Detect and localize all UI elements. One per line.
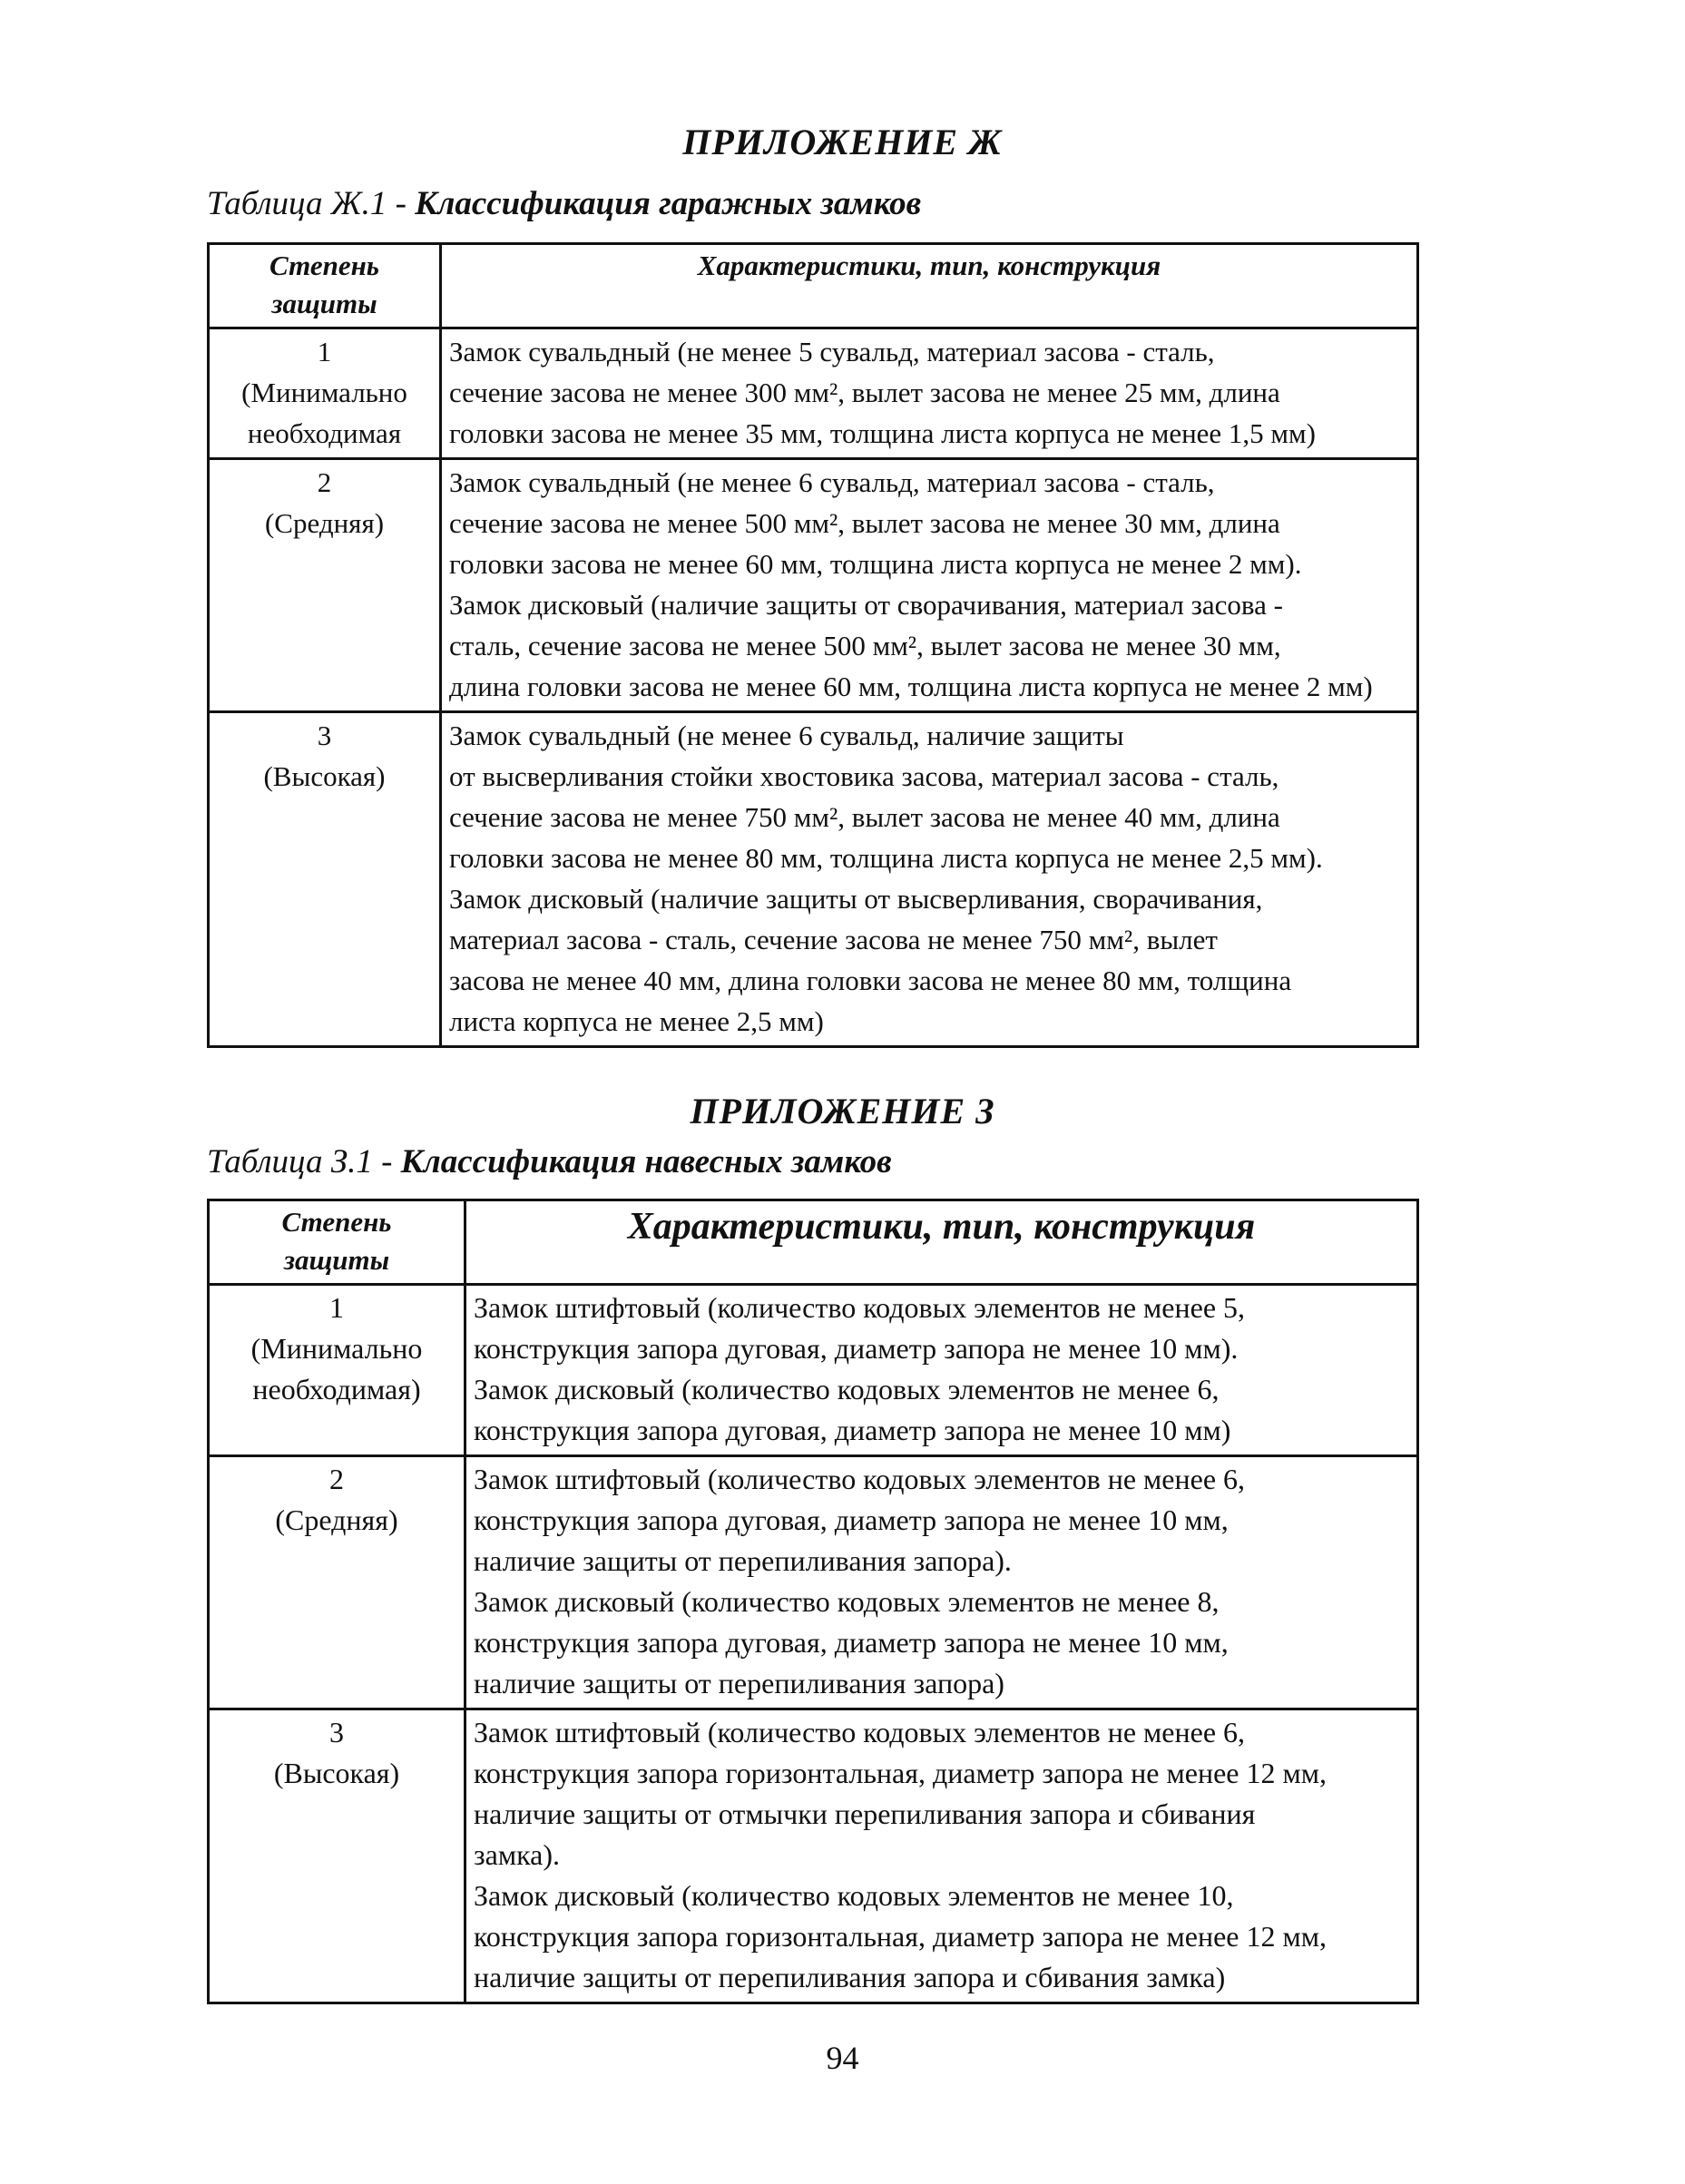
- header-line: защиты: [271, 288, 377, 319]
- text-line: Замок сувальдный (не менее 6 сувальд, наличие защиты: [449, 720, 1124, 751]
- degree-line: (Минимально: [250, 1332, 423, 1365]
- header-line: Степень: [269, 250, 379, 281]
- table-z-caption-prefix: Таблица З.1 -: [207, 1143, 401, 1180]
- text-line: длина головки засова не менее 60 мм, толщина листа корпуса не менее 2 мм): [449, 671, 1373, 702]
- description-cell: [441, 712, 1418, 1047]
- text-line: наличие защиты от перепиливания запора и сбивания замка): [474, 1961, 1226, 1993]
- degree-cell: [209, 1285, 465, 1456]
- description-cell: [441, 328, 1418, 459]
- text-line: Замок сувальдный (не менее 5 сувальд, материал засова - сталь,: [449, 336, 1215, 367]
- text-line: листа корпуса не менее 2,5 мм): [449, 1005, 824, 1037]
- description-column-header: Характеристики, тип, конструкция: [441, 244, 1418, 328]
- page-number: 94: [826, 2040, 859, 2076]
- text-line: Замок дисковый (наличие защиты от высверливания, сворачивания,: [449, 883, 1263, 915]
- padlocks-table: [207, 1199, 1419, 2004]
- table-z-caption-title: Классификация навесных замков: [400, 1143, 892, 1180]
- table-zh-caption: [207, 184, 921, 223]
- text-line: сечение засова не менее 500 мм², вылет засова не менее 30 мм, длина: [449, 507, 1280, 539]
- text-line: Замок сувальдный (не менее 6 сувальд, материал засова - сталь,: [449, 466, 1215, 498]
- text-line: конструкция запора горизонтальная, диаметр запора не менее 12 мм,: [474, 1757, 1327, 1789]
- degree-cell: [209, 1709, 465, 2003]
- text-line: конструкция запора горизонтальная, диаметр запора не менее 12 мм,: [474, 1920, 1327, 1953]
- text-line: замка).: [474, 1838, 561, 1871]
- header-line: защиты: [283, 1244, 390, 1276]
- text-line: наличие защиты от перепиливания запора).: [474, 1544, 1012, 1577]
- text-line: сталь, сечение засова не менее 500 мм², вылет засова не менее 30 мм,: [449, 630, 1281, 661]
- text-line: Замок штифтовый (количество кодовых элементов не менее 6,: [474, 1716, 1246, 1748]
- degree-line: 3: [317, 720, 332, 751]
- degree-column-header: [209, 244, 441, 328]
- text-line: наличие защиты от отмычки перепиливания запора и сбивания: [474, 1797, 1256, 1830]
- text-line: засова не менее 40 мм, длина головки засова не менее 80 мм, толщина: [449, 965, 1292, 996]
- degree-cell: [209, 459, 441, 712]
- garage-locks-table: [207, 242, 1419, 1048]
- text-line: материал засова - сталь, сечение засова не менее 750 мм², вылет: [449, 924, 1218, 955]
- table-row: [209, 1285, 1418, 1456]
- text-line: Замок дисковый (количество кодовых элементов не менее 10,: [474, 1879, 1234, 1912]
- table-header-row: [209, 244, 1418, 328]
- description-column-header: Характеристики, тип, конструкция: [465, 1200, 1418, 1285]
- text-line: сечение засова не менее 750 мм², вылет засова не менее 40 мм, длина: [449, 801, 1280, 833]
- degree-cell: [209, 712, 441, 1047]
- text-line: Замок штифтовый (количество кодовых элементов не менее 6,: [474, 1463, 1246, 1495]
- degree-line: необходимая: [247, 417, 402, 449]
- degree-line: 1: [317, 336, 332, 367]
- degree-line: (Средняя): [264, 507, 385, 539]
- table-row: [209, 328, 1418, 459]
- text-line: от высверливания стойки хвостовика засова, материал засова - сталь,: [449, 760, 1279, 792]
- degree-column-header: [209, 1200, 465, 1285]
- text-line: конструкция запора дуговая, диаметр запора не менее 10 мм,: [474, 1503, 1229, 1536]
- description-cell: [441, 459, 1418, 712]
- table-header-row: [209, 1200, 1418, 1285]
- text-line: сечение засова не менее 300 мм², вылет засова не менее 25 мм, длина: [449, 377, 1280, 408]
- text-line: конструкция запора дуговая, диаметр запора не менее 10 мм,: [474, 1626, 1229, 1659]
- text-line: Замок штифтовый (количество кодовых элементов не менее 5,: [474, 1291, 1246, 1324]
- text-line: головки засова не менее 80 мм, толщина листа корпуса не менее 2,5 мм).: [449, 842, 1323, 874]
- degree-line: 3: [329, 1716, 344, 1748]
- degree-line: (Минимально: [241, 377, 407, 408]
- appendix-zh-heading: ПРИЛОЖЕНИЕ Ж: [682, 122, 1003, 162]
- degree-line: (Высокая): [273, 1757, 400, 1789]
- text-line: конструкция запора дуговая, диаметр запора не менее 10 мм).: [474, 1332, 1239, 1365]
- text-line: конструкция запора дуговая, диаметр запора не менее 10 мм): [474, 1414, 1231, 1446]
- description-cell: [465, 1285, 1418, 1456]
- table-row: [209, 1709, 1418, 2003]
- text-line: Замок дисковый (наличие защиты от сворачивания, материал засова -: [449, 589, 1283, 621]
- appendix-z-heading: ПРИЛОЖЕНИЕ З: [690, 1091, 995, 1131]
- table-row: [209, 1456, 1418, 1709]
- table-zh-caption-prefix: Таблица Ж.1 -: [207, 185, 416, 222]
- degree-cell: [209, 1456, 465, 1709]
- table-zh-caption-title: Классификация гаражных замков: [415, 185, 922, 222]
- degree-line: (Высокая): [263, 760, 386, 792]
- description-cell: [465, 1456, 1418, 1709]
- table-row: [209, 712, 1418, 1047]
- text-line: Замок дисковый (количество кодовых элементов не менее 8,: [474, 1585, 1220, 1618]
- degree-line: 2: [317, 466, 332, 498]
- table-row: [209, 459, 1418, 712]
- table-z-caption: [207, 1142, 892, 1181]
- header-line: Степень: [281, 1206, 392, 1238]
- text-line: головки засова не менее 60 мм, толщина листа корпуса не менее 2 мм).: [449, 548, 1302, 580]
- degree-line: (Средняя): [275, 1503, 398, 1536]
- degree-line: 1: [329, 1291, 344, 1324]
- degree-line: 2: [329, 1463, 344, 1495]
- degree-line: необходимая): [252, 1373, 421, 1405]
- description-cell: [465, 1709, 1418, 2003]
- text-line: наличие защиты от перепиливания запора): [474, 1667, 1004, 1699]
- text-line: Замок дисковый (количество кодовых элементов не менее 6,: [474, 1373, 1220, 1405]
- degree-cell: [209, 328, 441, 459]
- text-line: головки засова не менее 35 мм, толщина листа корпуса не менее 1,5 мм): [449, 417, 1316, 449]
